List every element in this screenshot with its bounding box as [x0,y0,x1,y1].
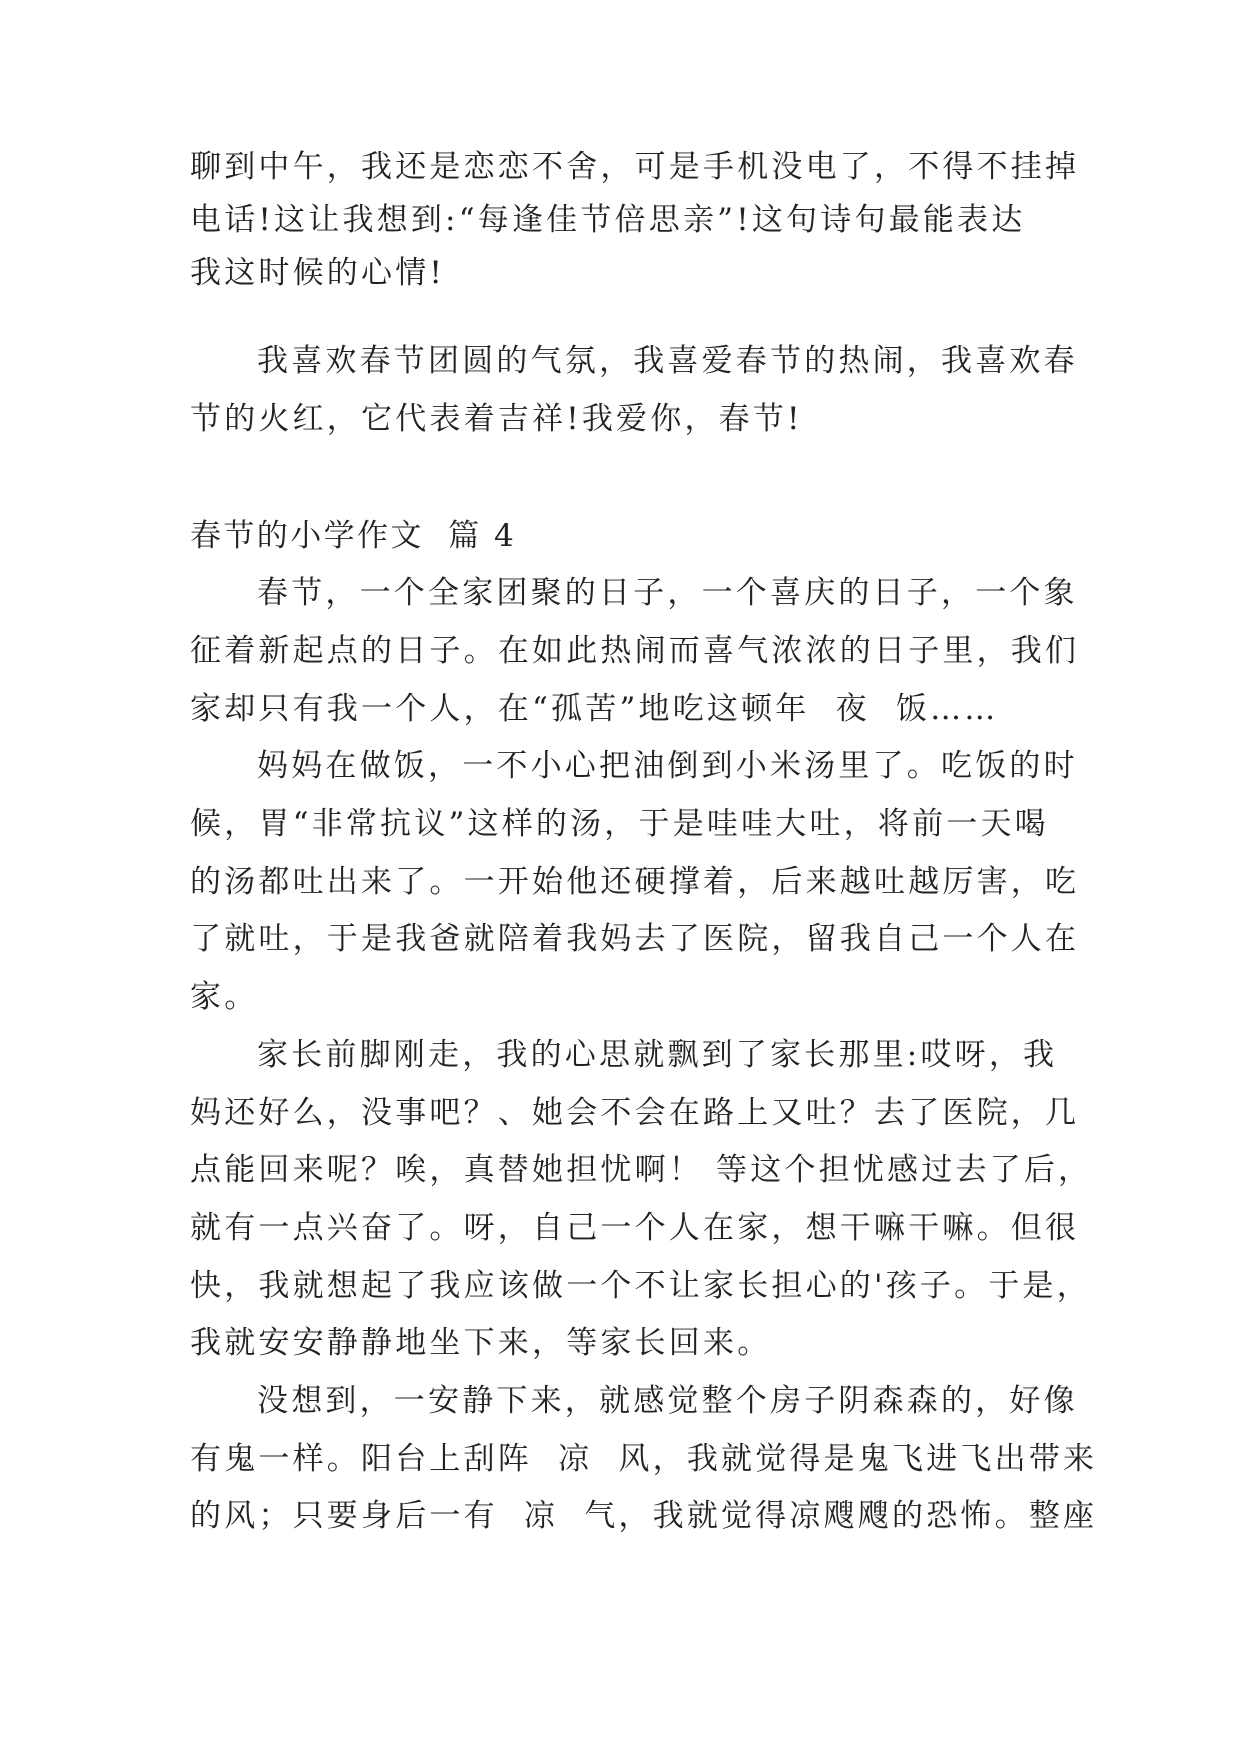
paragraph-line: 快，我就想起了我应该做一个不让家长担心的'孩子。于是， [190,1268,1091,1304]
paragraph-line: 没想到，一安静下来，就感觉整个房子阴森森的，好像 [257,1383,1078,1419]
paragraph-line: 春节，一个全家团聚的日子，一个喜庆的日子，一个象 [257,575,1078,611]
paragraph-line: 家。 [190,979,259,1015]
paragraph-line: 家长前脚刚走，我的心思就飘到了家长那里:哎呀，我 [257,1037,1058,1073]
section-heading: 春节的小学作文 篇 4 [190,518,517,554]
paragraph-line: 有鬼一样。阳台上刮阵 凉 风，我就觉得是鬼飞进飞出带来 [190,1441,1098,1477]
paragraph-line: 聊到中午，我还是恋恋不舍，可是手机没电了，不得不挂掉 [190,149,1080,185]
paragraph-line: 征着新起点的日子。在如此热闹而喜气浓浓的日子里，我们 [190,633,1080,669]
paragraph-line: 的汤都吐出来了。一开始他还硬撑着，后来越吐越厉害，吃 [190,864,1080,900]
paragraph-line: 点能回来呢？唉，真替她担忧啊！ 等这个担忧感过去了后， [190,1152,1093,1188]
paragraph-line: 家却只有我一个人，在“孤苦”地吃这顿年 夜 饭…… [190,691,999,727]
paragraph-line: 我就安安静静地坐下来，等家长回来。 [190,1325,772,1361]
paragraph-line: 的风；只要身后一有 凉 气，我就觉得凉飕飕的恐怖。整座 [190,1498,1098,1534]
paragraph-line: 我喜欢春节团圆的气氛，我喜爱春节的热闹，我喜欢春 [257,343,1078,379]
paragraph-line: 候，胃“非常抗议”这样的汤，于是哇哇大吐，将前一天喝 [190,806,1049,842]
paragraph-line: 节的火红，它代表着吉祥!我爱你，春节! [190,401,803,437]
paragraph-line: 就有一点兴奋了。呀，自己一个人在家，想干嘛干嘛。但很 [190,1210,1080,1246]
paragraph-line: 了就吐，于是我爸就陪着我妈去了医院，留我自己一个人在 [190,921,1080,957]
paragraph-line: 妈还好么，没事吧？、她会不会在路上又吐？去了医院，几 [190,1095,1080,1131]
paragraph-line: 我这时候的心情! [190,255,446,291]
paragraph-line: 妈妈在做饭，一不小心把油倒到小米汤里了。吃饭的时 [257,748,1078,784]
paragraph-line: 电话!这让我想到:“每逢佳节倍思亲”!这句诗句最能表达 [190,202,1026,238]
